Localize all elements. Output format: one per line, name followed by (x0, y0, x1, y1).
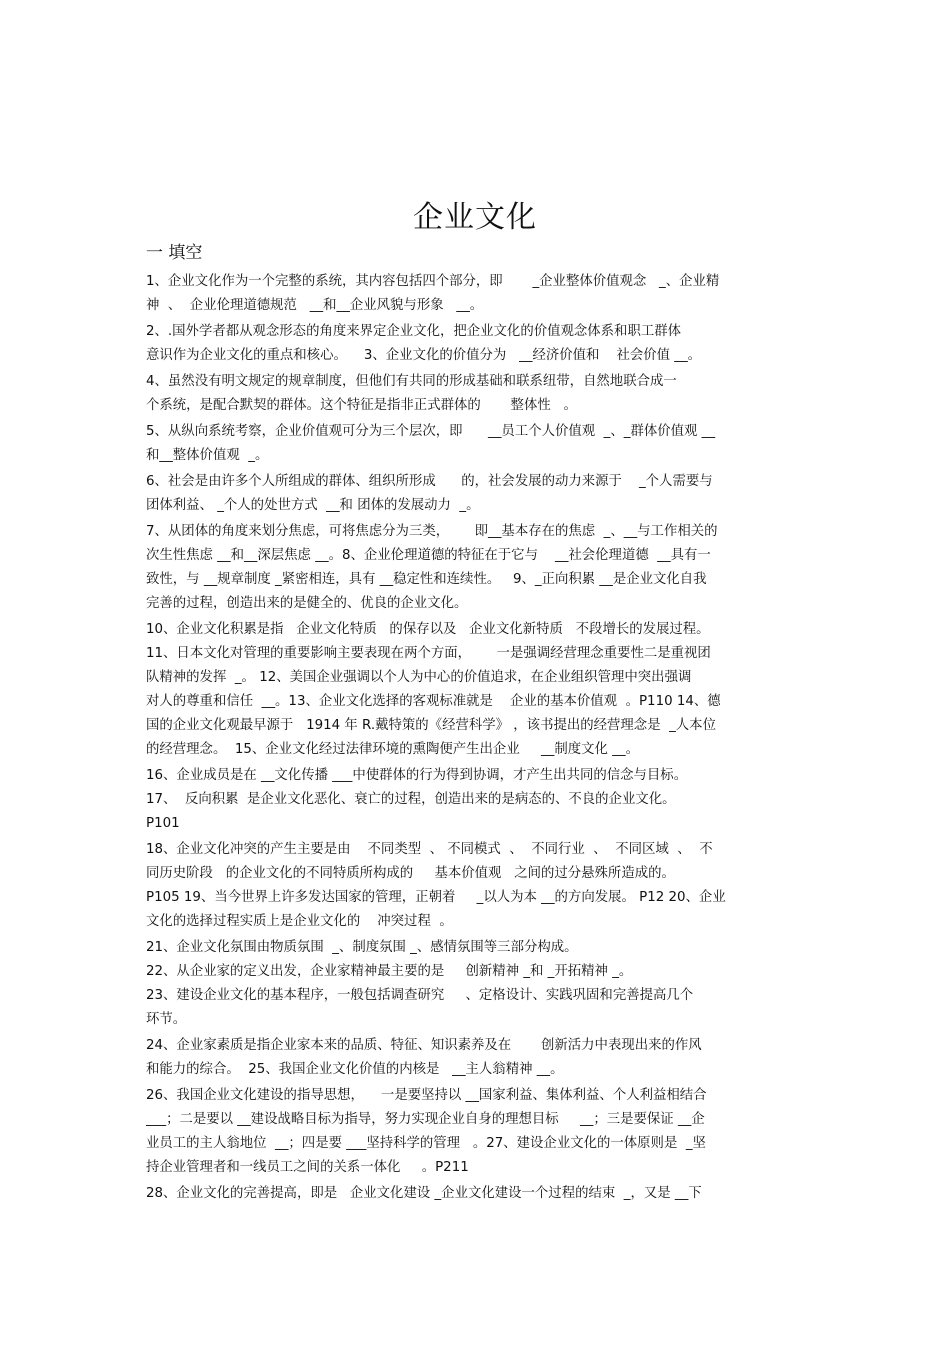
text-line: 业员工的主人翁地位 __；四是要 ___坚持科学的管理 。27、建设企业文化的一体原则是 _坚 (146, 1136, 706, 1151)
text-line: 16、企业成员是在 __文化传播 ___中使群体的行为得到协调，才产生出共同的信念与目标。 (146, 768, 688, 783)
text-line: 21、企业文化氛围由物质氛围 _、制度氛围 _、感情氛围等三部分构成。 (146, 940, 578, 955)
text-line: 的经营理念。 15、企业文化经过法律环境的熏陶便产生出企业 __制度文化 __。 (146, 742, 639, 757)
text-line: 26、我国企业文化建设的指导思想， 一是要坚持以 __国家利益、集体利益、个人利益相结合 (146, 1088, 707, 1103)
text-line: 和__整体价值观 _。 (146, 448, 269, 463)
document-title: 企业文化 (413, 200, 537, 235)
text-line: 致性，与 __规章制度 _紧密相连，具有 __稳定性和连续性。 9、_正向积累 __是企业文化自我 (146, 572, 707, 587)
paragraph (146, 1182, 810, 1206)
text-line: 5、从纵向系统考察，企业价值观可分为三个层次，即 __员工个人价值观 _、_群体价值观 __ (146, 424, 716, 439)
text-line: 18、企业文化冲突的产生主要是由 不同类型 、 不同模式 、 不同行业 、 不同区域 、 不 (146, 842, 713, 857)
text-line: 完善的过程，创造出来的是健全的、优良的企业文化。 (146, 596, 468, 611)
text-line: 2、.国外学者都从观念形态的角度来界定企业文化，把企业文化的价值观念体系和职工群体 (146, 324, 682, 339)
text-line: 和能力的综合。 25、我国企业文化价值的内核是 __主人翁精神 __。 (146, 1062, 564, 1077)
text-line: 环节。 (146, 1012, 187, 1027)
paragraph (146, 370, 810, 418)
text-line: 6、社会是由许多个人所组成的群体、组织所形成 的，社会发展的动力来源于 _个人需要与 (146, 474, 713, 489)
paragraph (146, 936, 810, 1032)
paragraph (146, 1034, 810, 1082)
text-line: 对人的尊重和信任 __。13、企业文化选择的客观标准就是 企业的基本价值观 。P110 14、德 (146, 694, 721, 709)
text-line: 团体利益、 _个人的处世方式 __和 团体的发展动力 _。 (146, 498, 480, 513)
text-line: 24、企业家素质是指企业家本来的品质、特征、知识素养及在 创新活力中表现出来的作风 (146, 1038, 702, 1053)
text-line: 22、从企业家的定义出发，企业家精神最主要的是 创新精神 _和 _开拓精神 _。 (146, 964, 633, 979)
text-line: 次生性焦虑 __和__深层焦虑 __。8、企业伦理道德的特征在于它与 __社会伦理道德 __具有一 (146, 548, 711, 563)
text-line: ___；二是要以 __建设战略目标为指导，努力实现企业自身的理想目标 __；三是要保证 __企 (146, 1112, 705, 1127)
paragraph (146, 470, 810, 518)
paragraph (146, 764, 810, 836)
document-body (146, 270, 810, 1208)
text-line: 11、日本文化对管理的重要影响主要表现在两个方面， 一是强调经营理念重要性二是重视团 (146, 646, 711, 661)
text-line: 7、从团体的角度来划分焦虑，可将焦虑分为三类， 即__基本存在的焦虑 _、__与工作相关的 (146, 524, 718, 539)
paragraph (146, 270, 810, 318)
text-line: 23、建设企业文化的基本程序，一般包括调查研究 、定格设计、实践巩固和完善提高几个 (146, 988, 694, 1003)
text-line: 28、企业文化的完善提高，即是 企业文化建设 _企业文化建设一个过程的结束 _，又是 __下 (146, 1186, 702, 1201)
paragraph (146, 420, 810, 468)
text-line: 1、企业文化作为一个完整的系统，其内容包括四个部分，即 _企业整体价值观念 _、企业精 (146, 274, 720, 289)
paragraph (146, 520, 810, 616)
text-line: 个系统，是配合默契的群体。这个特征是指非正式群体的 整体性 。 (146, 398, 577, 413)
text-line: 文化的选择过程实质上是企业文化的 冲突过程 。 (146, 914, 453, 929)
text-line: 10、企业文化积累是指 企业文化特质 的保存以及 企业文化新特质 不段增长的发展过程。 (146, 622, 710, 637)
text-line: 神 、 企业伦理道德规范 __和__企业风貌与形象 __。 (146, 298, 484, 313)
paragraph (146, 1084, 810, 1180)
text-line: 同历史阶段 的企业文化的不同特质所构成的 基本价值观 之间的过分悬殊所造成的。 (146, 866, 675, 881)
text-line: 意识作为企业文化的重点和核心。 3、企业文化的价值分为 __经济价值和 社会价值 __。 (146, 348, 702, 363)
text-line: 4、虽然没有明文规定的规章制度，但他们有共同的形成基础和联系纽带，自然地联合成一 (146, 374, 677, 389)
text-line: P101 (146, 816, 180, 831)
text-line: P105 19、当今世界上许多发达国家的管理，正朝着 _以人为本 __的方向发展。 P12 20、企业 (146, 890, 726, 905)
text-line: 17、 反向积累 是企业文化恶化、衰亡的过程，创造出来的是病态的、不良的企业文化。 (146, 792, 676, 807)
text-line: 国的企业文化观最早源于 1914 年 R.戴特策的《经营科学》 ，该书提出的经营理念是 _人本位 (146, 718, 716, 733)
paragraph (146, 618, 810, 762)
paragraph (146, 320, 810, 368)
section-heading: 一 填空 (146, 243, 203, 263)
text-line: 持企业管理者和一线员工之间的关系一体化 。P211 (146, 1160, 469, 1175)
paragraph (146, 838, 810, 934)
text-line: 队精神的发挥 _。 12、美国企业强调以个人为中心的价值追求，在企业组织管理中突出强调 (146, 670, 692, 685)
